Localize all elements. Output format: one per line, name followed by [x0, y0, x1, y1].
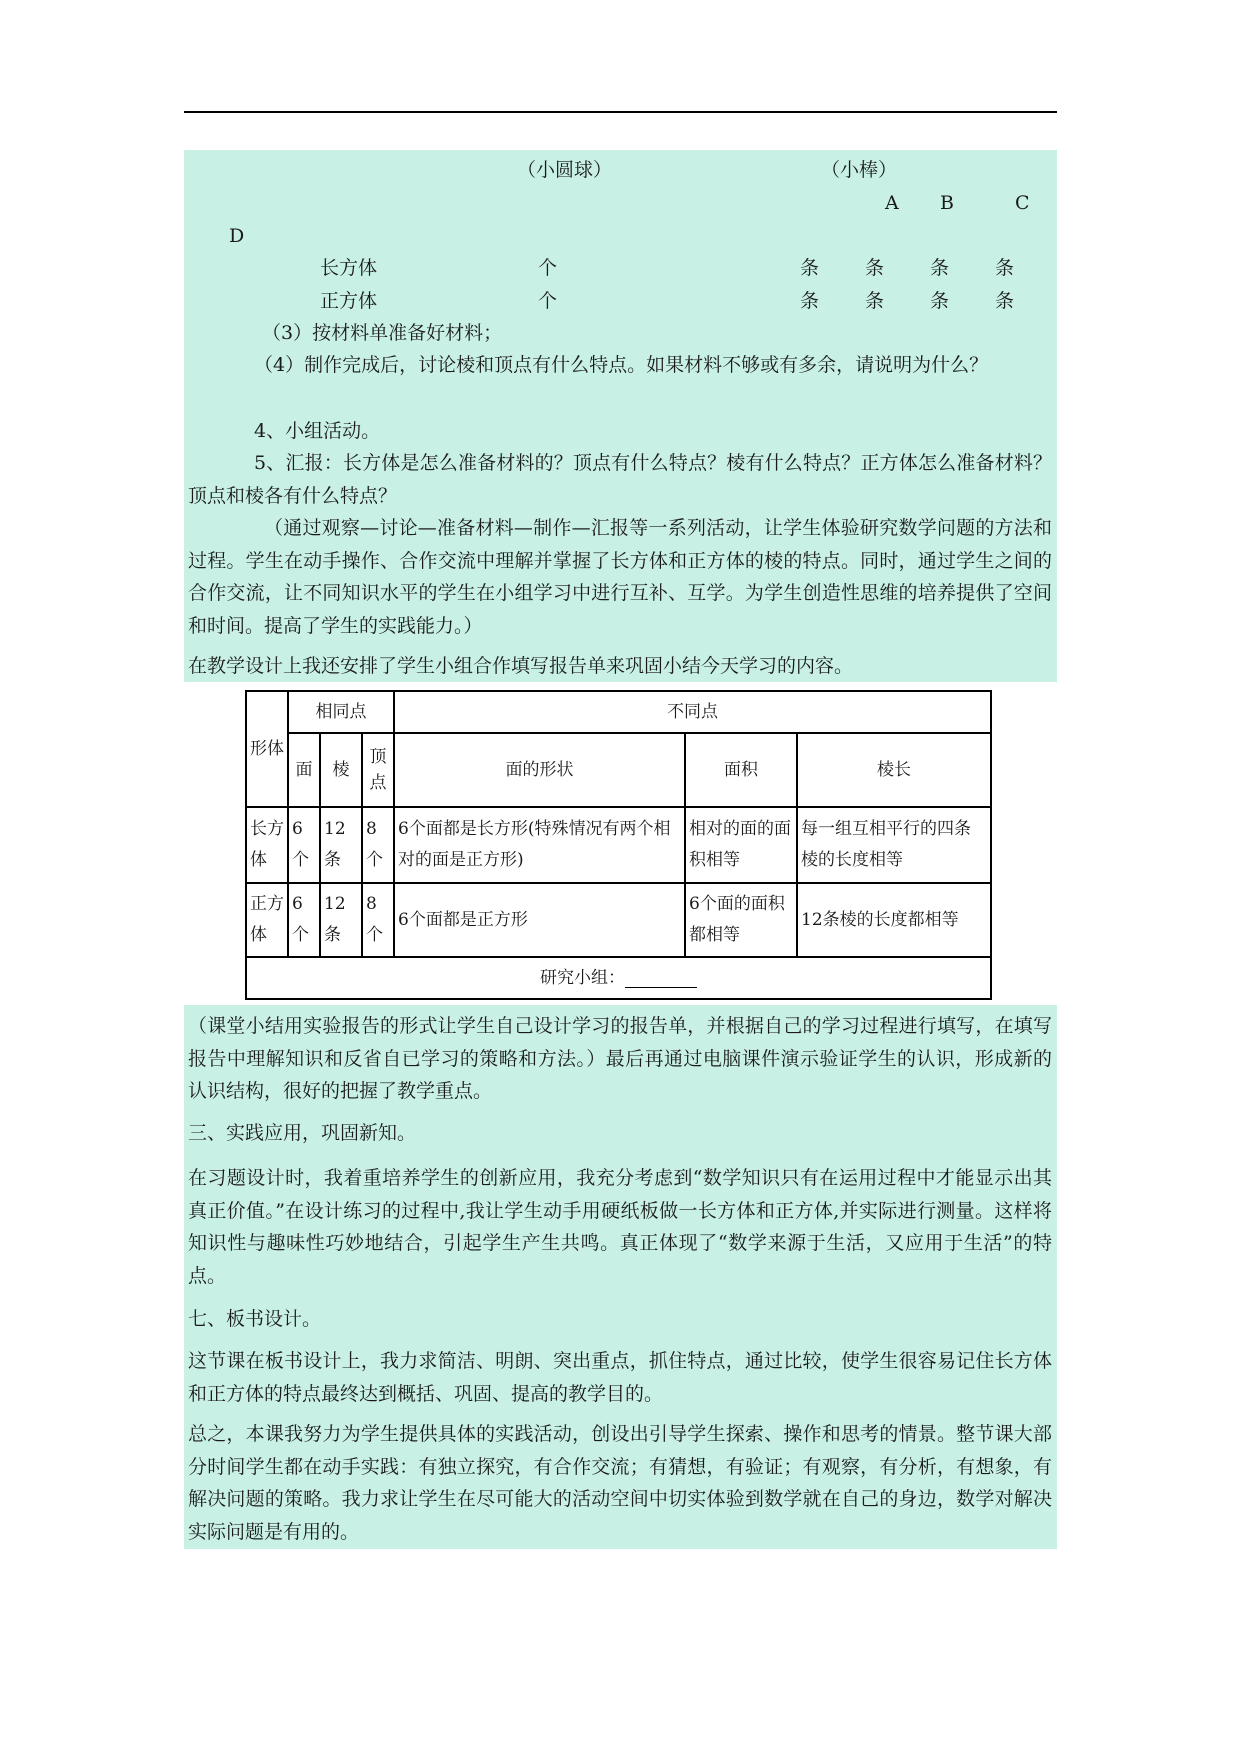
- header-face-shape: 面的形状: [394, 733, 685, 807]
- research-group-row: [246, 957, 991, 999]
- section-3-paragraph: 在习题设计时，我着重培养学生的创新应用，我充分考虑到“数学知识只有在运用过程中才能显示出其真正价值。”在设计练习的过程中,我让学生动手用硬纸板做一长方体和正方体,并实际进行测量。这样将知识性与趣味性巧妙地结合，引起学生产生共鸣。真正体现了“数学来源于生活，又应用于生活”的特点。: [188, 1167, 1052, 1287]
- header-vertex: 顶点: [362, 733, 394, 807]
- material-row-shape: 长方体: [320, 257, 378, 279]
- material-row-stick-unit: 条: [995, 257, 1015, 279]
- summary-paragraph: 总之，本课我努力为学生提供具体的实践活动，创设出引导学生探索、操作和思考的情景。整节课大部分时间学生都在动手实践：有独立探究，有合作交流；有猜想，有验证；有观察，有分析，有想象，有解决问题的策略。我力求让学生在尽可能大的活动空间中切实体验到数学就在自己的身边，数学对解决实际问题是有用的。: [188, 1423, 1052, 1543]
- cell-face-shape: 6个面都是正方形: [394, 883, 685, 957]
- header-edge-length: 棱长: [797, 733, 991, 807]
- step-group-activity: 4、小组活动。: [254, 420, 381, 442]
- section-7-paragraph: 这节课在板书设计上，我力求简洁、明朗、突出重点，抓住特点，通过比较，使学生很容易记住长方体和正方体的特点最终达到概括、巩固、提高的教学目的。: [188, 1350, 1052, 1405]
- material-row-ball-unit: 个: [538, 290, 558, 312]
- table-row: [246, 807, 991, 883]
- cell-vertices: 8个: [362, 883, 394, 957]
- research-group-label: 研究小组：: [540, 967, 625, 988]
- table-row: [246, 883, 991, 957]
- stick-label-c: C: [1015, 192, 1030, 214]
- header-edge: 棱: [320, 733, 362, 807]
- section-3-title: 三、实践应用，巩固新知。: [188, 1122, 417, 1144]
- header-face: 面: [288, 733, 320, 807]
- material-row-stick-unit: 条: [865, 257, 885, 279]
- signature-blank: [625, 969, 697, 988]
- cell-edge-length: 12条棱的长度都相等: [797, 883, 991, 957]
- material-row-stick-unit: 条: [930, 290, 950, 312]
- stick-label-a: A: [885, 192, 899, 214]
- section-7-title: 七、板书设计。: [188, 1308, 322, 1330]
- step-report: 5、汇报：长方体是怎么准备材料的？顶点有什么特点？棱有什么特点？正方体怎么准备材料？顶点和棱各有什么特点？: [188, 452, 1052, 507]
- teaching-note-2: （课堂小结用实验报告的形式让学生自己设计学习的报告单，并根据自己的学习过程进行填写，在填写报告中理解知识和反省自已学习的策略和方法。）最后再通过电脑课件演示验证学生的认识，形成新的认识结构，很好的把握了教学重点。: [188, 1015, 1052, 1102]
- material-row-stick-unit: 条: [800, 257, 820, 279]
- material-col-ball: （小圆球）: [517, 159, 613, 181]
- report-intro: 在教学设计上我还安排了学生小组合作填写报告单来巩固小结今天学习的内容。: [188, 655, 854, 677]
- teaching-note-1: （通过观察—讨论—准备材料—制作—汇报等一系列活动，让学生体验研究数学问题的方法和过程。学生在动手操作、合作交流中理解并掌握了长方体和正方体的棱的特点。同时，通过学生之间的合作交流，让不同知识水平的学生在小组学习中进行互补、互学。为学生创造性思维的培养提供了空间和时间。提高了学生的实践能力。）: [188, 517, 1052, 637]
- header-shape: 形体: [246, 691, 288, 807]
- cell-face-shape: 6个面都是长方形(特殊情况有两个相对的面是正方形): [394, 807, 685, 883]
- cell-area: 6个面的面积都相等: [685, 883, 797, 957]
- cell-faces: 6个: [288, 807, 320, 883]
- material-row-ball-unit: 个: [538, 257, 558, 279]
- material-row-stick-unit: 条: [800, 290, 820, 312]
- cell-shape: 长方体: [246, 807, 288, 883]
- material-row-stick-unit: 条: [995, 290, 1015, 312]
- cell-vertices: 8个: [362, 807, 394, 883]
- cell-edges: 12条: [320, 807, 362, 883]
- cell-area: 相对的面的面积相等: [685, 807, 797, 883]
- header-area: 面积: [685, 733, 797, 807]
- header-rule: [184, 111, 1057, 113]
- cell-faces: 6个: [288, 883, 320, 957]
- step-4: （4）制作完成后，讨论棱和顶点有什么特点。如果材料不够或有多余，请说明为什么？: [254, 354, 989, 376]
- material-row-stick-unit: 条: [865, 290, 885, 312]
- header-same: 相同点: [288, 691, 394, 733]
- material-row-stick-unit: 条: [930, 257, 950, 279]
- cell-edges: 12条: [320, 883, 362, 957]
- stick-label-b: B: [940, 192, 954, 214]
- step-3: （3）按材料单准备好材料；: [262, 322, 503, 344]
- stick-label-d: D: [229, 225, 245, 247]
- material-col-stick: （小棒）: [821, 159, 898, 181]
- report-table: [245, 690, 992, 1000]
- cell-edge-length: 每一组互相平行的四条棱的长度相等: [797, 807, 991, 883]
- material-row-shape: 正方体: [320, 290, 378, 312]
- cell-shape: 正方体: [246, 883, 288, 957]
- header-diff: 不同点: [394, 691, 991, 733]
